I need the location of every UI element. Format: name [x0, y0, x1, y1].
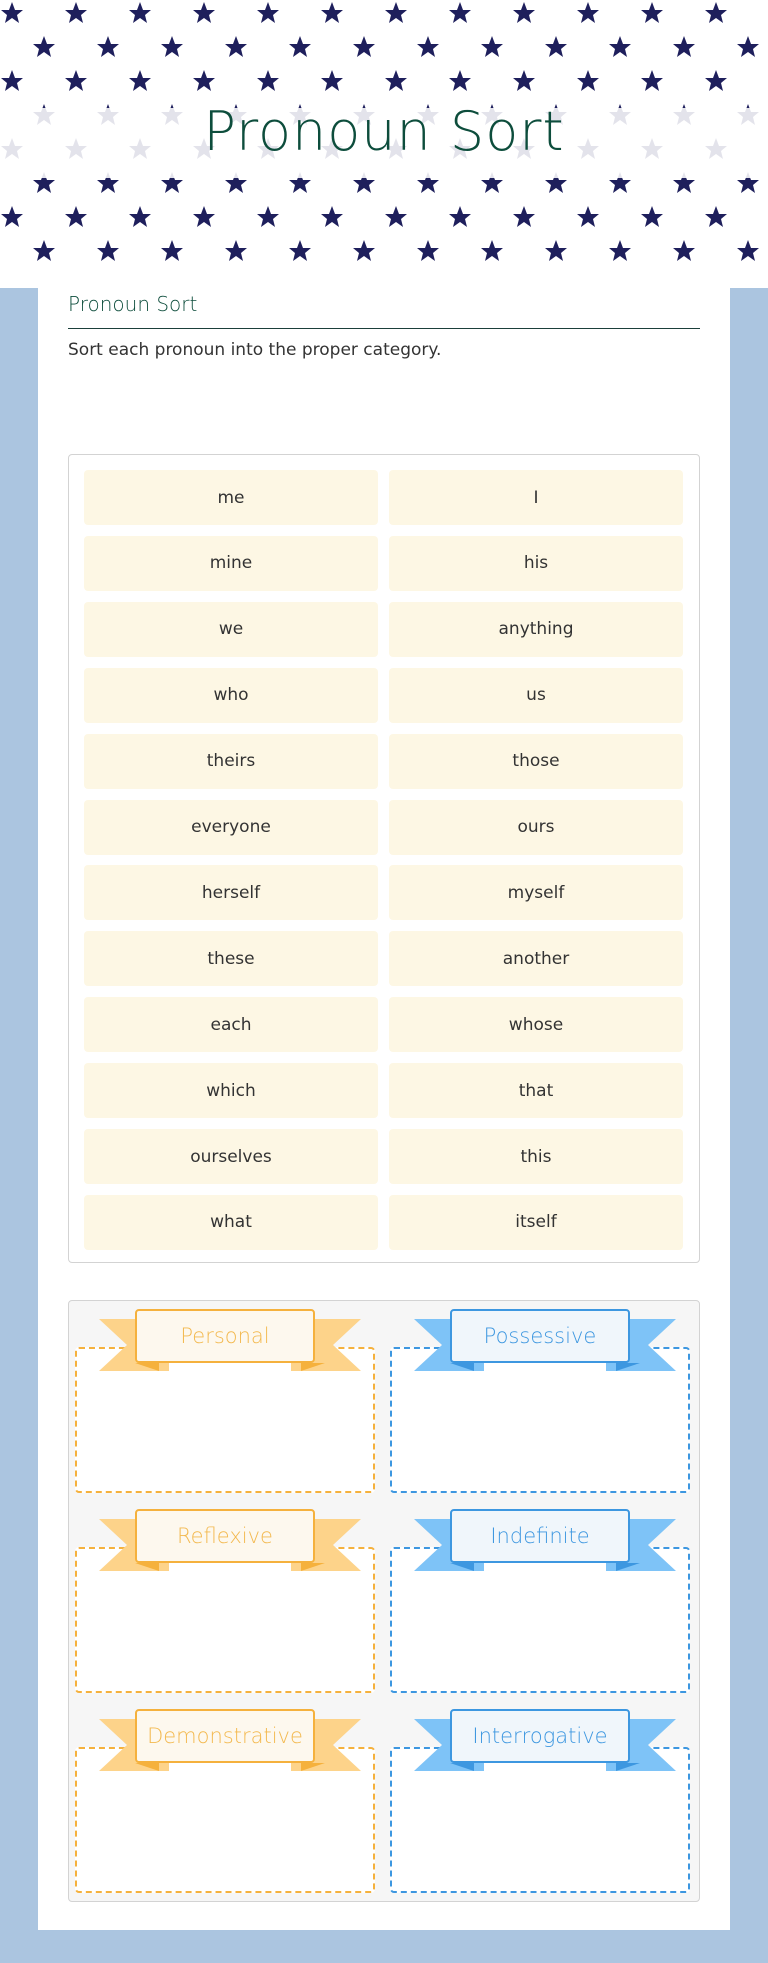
word-tile[interactable]: his	[389, 536, 683, 591]
category-label	[135, 1309, 315, 1363]
word-tile[interactable]: anything	[389, 602, 683, 657]
category-label	[450, 1709, 630, 1763]
word-bank	[68, 454, 700, 1263]
page-title: Pronoun Sort	[203, 100, 565, 163]
word-tile[interactable]: myself	[389, 865, 683, 920]
category-label	[135, 1709, 315, 1763]
word-tile[interactable]: herself	[84, 865, 378, 920]
word-tile[interactable]: what	[84, 1195, 378, 1250]
worksheet-subtitle: Pronoun Sort	[68, 292, 198, 316]
category-possessive	[384, 1301, 688, 1501]
category-interrogative	[384, 1701, 688, 1901]
word-tile[interactable]: which	[84, 1063, 378, 1118]
word-tile[interactable]: mine	[84, 536, 378, 591]
word-tile[interactable]: us	[389, 668, 683, 723]
category-label-text: Demonstrative	[147, 1724, 303, 1748]
category-label	[135, 1509, 315, 1563]
word-tile[interactable]: I	[389, 470, 683, 525]
word-tile[interactable]: who	[84, 668, 378, 723]
word-tile[interactable]: me	[84, 470, 378, 525]
category-label-text: Interrogative	[472, 1724, 608, 1748]
category-label	[450, 1309, 630, 1363]
category-area	[68, 1300, 700, 1902]
category-label-text: Possessive	[483, 1324, 597, 1348]
category-demonstrative	[69, 1701, 373, 1901]
divider	[68, 328, 700, 329]
header-banner	[0, 0, 768, 288]
worksheet-card	[38, 288, 730, 1930]
word-tile[interactable]: those	[389, 734, 683, 789]
word-tile[interactable]: we	[84, 602, 378, 657]
word-tile[interactable]: whose	[389, 997, 683, 1052]
category-label-text: Personal	[180, 1324, 270, 1348]
word-tile[interactable]: that	[389, 1063, 683, 1118]
word-tile[interactable]: theirs	[84, 734, 378, 789]
instructions: Sort each pronoun into the proper category.	[68, 340, 442, 360]
category-label	[450, 1509, 630, 1563]
word-tile[interactable]: everyone	[84, 800, 378, 855]
category-indefinite	[384, 1501, 688, 1701]
word-tile[interactable]: ourselves	[84, 1129, 378, 1184]
category-reflexive	[69, 1501, 373, 1701]
category-label-text: Reflexive	[177, 1524, 273, 1548]
category-label-text: Indefinite	[490, 1524, 590, 1548]
word-tile[interactable]: each	[84, 997, 378, 1052]
word-tile[interactable]: these	[84, 931, 378, 986]
word-tile[interactable]: itself	[389, 1195, 683, 1250]
word-tile[interactable]: another	[389, 931, 683, 986]
word-tile[interactable]: ours	[389, 800, 683, 855]
word-tile[interactable]: this	[389, 1129, 683, 1184]
category-personal	[69, 1301, 373, 1501]
